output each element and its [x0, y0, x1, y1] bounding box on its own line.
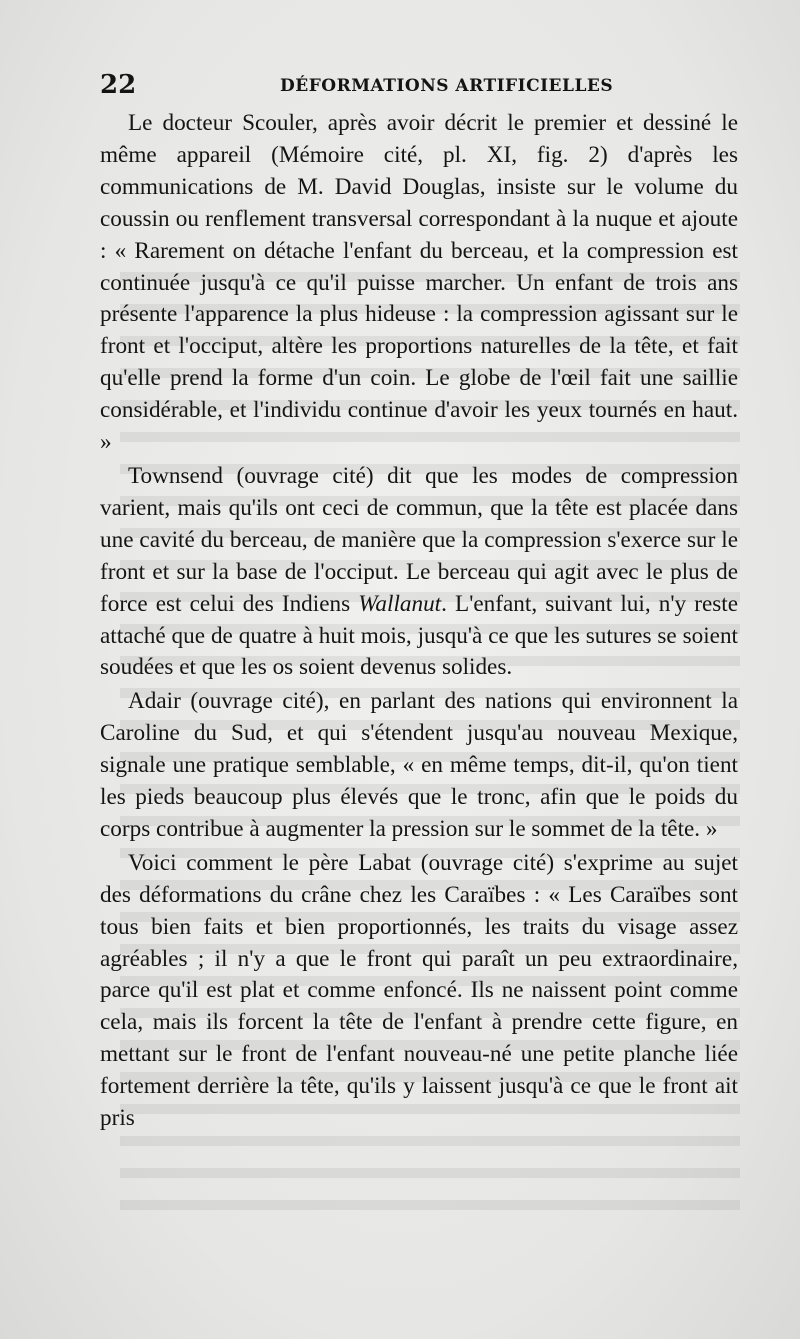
- running-title: DÉFORMATIONS ARTIFICIELLES: [280, 76, 614, 96]
- body-text: [100, 108, 738, 1135]
- italic-tribe-name: Wallanut: [358, 590, 442, 617]
- paragraph-scouler: Le docteur Scouler, après avoir décrit le premier et dessiné le même appareil (Mémoire cité, pl. XI, fig. 2) d'après les communications de M. David Douglas, insiste sur le volume du coussin ou renflement transversal correspondant à la nuque et ajoute : « Rarement on détache l'enfant du berceau, et la compression est continuée jusqu'à ce qu'il puisse marcher. Un enfant de trois ans présente l'apparence la plus hideuse : la compression agissant sur le front et l'occiput, altère les proportions naturelles de la tête, et fait qu'elle prend la forme d'un coin. Le globe de l'œil fait une saillie considérable, et l'individu continue d'avoir les yeux tournés en haut. »: [100, 110, 738, 456]
- paragraph-townsend-text: Townsend (ouvrage cité) dit que les modes de compression varient, mais qu'ils ont ceci de commun, que la tête est placée dans une cavité du berceau, de manière que la compression s'exerce sur le front et sur la base de l'occiput. Le berceau qui agit avec le plus de force est celui des Indiens: [100, 462, 738, 617]
- page-number: 22: [100, 70, 137, 100]
- paragraph-townsend-text-end: . L'enfant, suivant lui, n'y reste attaché que de quatre à huit mois, jusqu'à ce que les sutures se soient soudées et que les os soient devenus solides.: [100, 590, 739, 681]
- paragraph-labat: Voici comment le père Labat (ouvrage cité) s'exprime au sujet des déformations du crâne chez les Caraïbes : « Les Caraïbes sont tous bien faits et bien proportionnés, les traits du visage assez agréables ; il n'y a que le front qui paraît un peu extraordinaire, parce qu'il est plat et comme enfoncé. Ils ne naissent point comme cela, mais ils forcent la tête de l'enfant à prendre cette figure, en mettant sur le front de l'enfant nouveau-né une petite planche liée fortement derrière la tête, qu'ils y laissent jusqu'à ce que le front ait pris: [100, 849, 738, 1132]
- paragraph-adair: Adair (ouvrage cité), en parlant des nations qui environnent la Caroline du Sud, et qui s'étendent jusqu'au nouveau Mexique, signale une pratique semblable, « en même temps, dit-il, qu'on tient les pieds beaucoup plus élevés que le tronc, afin que le poids du corps contribue à augmenter la pression sur le sommet de la tête. »: [100, 688, 738, 842]
- page-header: [100, 70, 740, 104]
- paragraph-townsend: [100, 461, 738, 684]
